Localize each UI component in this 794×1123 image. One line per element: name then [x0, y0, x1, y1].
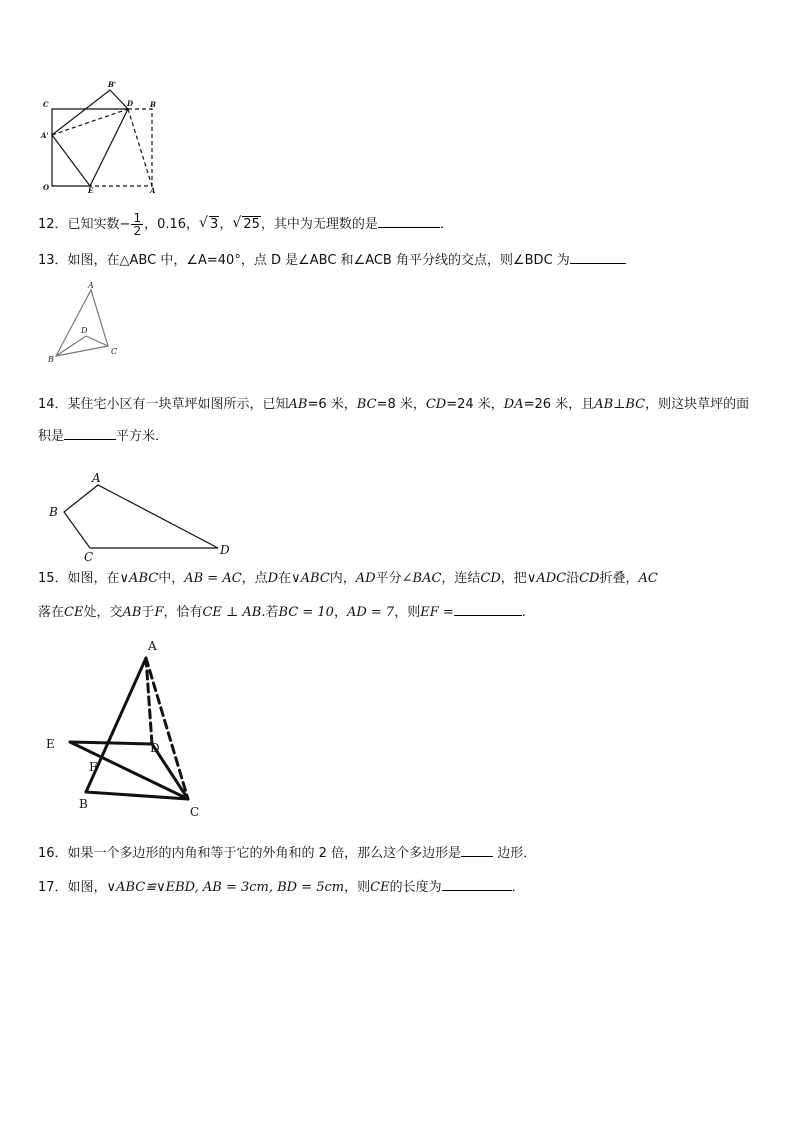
label-A: A	[88, 281, 94, 290]
bisector-cd	[86, 336, 108, 346]
label-B: B	[49, 505, 58, 519]
label-A: A	[92, 471, 101, 485]
label-D: D	[127, 99, 134, 108]
sqrt-3: √ 3	[199, 216, 219, 234]
folded-triangle	[52, 90, 128, 186]
label-B: B	[150, 100, 156, 109]
question-17: 17．如图，∨ABC≌∨EBD, AB = 3cm, BD = 5cm，则CE的长度为 ．	[38, 877, 525, 897]
quadrilateral-abcd	[64, 485, 218, 548]
question-15-line-1: 15．如图，在∨ABC中，AB = AC，点D在∨ABC内，AD平分∠BAC，连结CD，把∨ADC沿CD折叠，AC	[38, 571, 658, 586]
label-E: E	[88, 186, 94, 195]
fold-rectangle-figure	[36, 78, 166, 196]
question-14-line-1: 14．某住宅小区有一块草坪如图所示，已知AB=6 米，BC=8 米，CD=24 米，DA=26 米，且AB⊥BC，则这块草坪的面	[38, 397, 750, 412]
question-16: 16．如果一个多边形的内角和等于它的外角和的 2 倍，那么这个多边形是 边形．	[38, 843, 536, 863]
question-15-line-2: 落在CE处，交AB于F，恰有CE ⊥ AB.若BC = 10，AD = 7，则EF = .	[38, 602, 526, 622]
lawn-quadrilateral-figure	[44, 470, 244, 564]
label-D: D	[220, 543, 230, 557]
label-D: D	[81, 326, 88, 335]
answer-blank-17	[442, 877, 512, 891]
answer-blank-12	[378, 214, 440, 228]
sqrt-25: √ 25	[232, 216, 261, 234]
label-O: O	[43, 183, 50, 192]
label-C: C	[190, 805, 200, 819]
label-B-prime: B'	[108, 80, 117, 89]
fold-triangle-figure	[40, 636, 220, 822]
label-A: A	[150, 186, 156, 195]
fold-line-da	[128, 109, 152, 186]
rect-solid-edges	[52, 109, 128, 186]
question-14-line-2: 积是 平方米．	[38, 426, 168, 446]
triangle-abc	[56, 290, 108, 356]
label-C: C	[43, 100, 49, 109]
rect-dashed-edges	[90, 109, 152, 186]
label-C: C	[84, 550, 94, 564]
fraction-one-half: $\frac{1}{2}$	[133, 211, 142, 238]
label-C: C	[111, 347, 118, 356]
answer-blank-14	[64, 426, 116, 440]
question-13: 13．如图，在△ABC 中，∠A=40°，点 D 是∠ABC 和∠ACB 角平分线的交点，则∠BDC 为	[38, 250, 626, 270]
label-D: D	[150, 741, 160, 755]
segment-ed	[70, 742, 152, 744]
answer-blank-13	[570, 250, 626, 264]
label-F: F	[89, 760, 98, 774]
label-A: A	[148, 639, 157, 653]
label-B: B	[48, 355, 54, 364]
label-B: B	[79, 797, 88, 811]
answer-blank-16	[461, 843, 493, 857]
label-E: E	[46, 737, 55, 751]
label-A-prime: A'	[41, 131, 49, 140]
question-12: 12．已知实数− $\frac{1}{2}$ ，0.16，√ 3，√ 25，其中为无理数的是 ．	[38, 212, 453, 237]
answer-blank-15	[454, 602, 522, 616]
triangle-bisector-figure	[44, 278, 128, 366]
